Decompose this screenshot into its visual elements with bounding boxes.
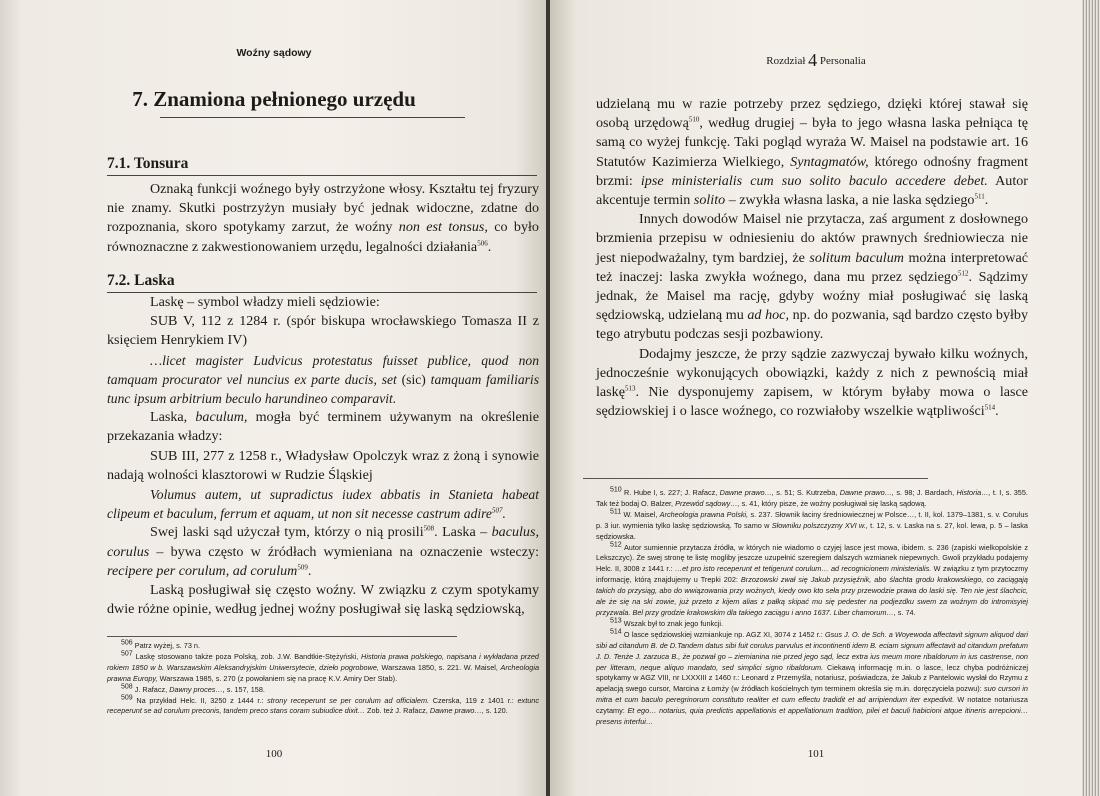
section-body-laska <box>107 293 539 619</box>
footnotes-right <box>596 488 1028 728</box>
footnote-ref: 511 <box>974 192 985 201</box>
paragraph: Oznaką funkcji woźnego były ostrzyżone włosy. Kształtu tej fryzury nie znamy. Skutki postrzyżyn musiały być jednak widoczne, zdatne do rozpoznania, skoro spotykamy zarzut, że woźny non est tonsus, co było równoznaczne z zakwestionowaniem urzędu, legalności działania$^{506}$. <box>107 181 539 255</box>
footnote: $^{508}$ J. Rafacz, Dawny proces…, s. 157, 158. <box>121 683 265 694</box>
right-body <box>596 95 1028 421</box>
page-number-right: 101 <box>807 748 825 760</box>
footnote: $^{513}$ Wszak był to znak jego funkcji. <box>610 617 724 628</box>
footnote: $^{509}$ Na przykład Helc. II, 3250 z 1444 r.: strony receperunt se per corulum ad officialem. Czerska, 119 z 1401 r.: extunc receperunt se ad corulum preconis, tandem preco stans coram subiudice dixit… Zob. też J. Rafacz, Dawne prawo…, s. 120. <box>107 694 539 716</box>
section-heading-tonsura: 7.1. Tonsura <box>107 155 189 172</box>
paragraph: Laską posługiwał się często woźny. W związku z czym spotykamy dwie różne opinie, według jednej woźny posługiwał się laską sędziowską, <box>107 582 539 618</box>
paragraph: udzielaną mu w razie potrzeby przez sędziego, dzięki której stawał się osobą urzędową$^{510}$, według drugiej – była to jego własna laska pełniąca tę samą co wyżej funkcję. Taki pogląd wyraża W. Maisel na podstawie art. 16 Statutów Kazimierza Wielkiego, Syntagmatów, którego odnośny fragment brzmi: ipse ministerialis cum suo solito baculo accedere debet. Autor akcentuje termin solito – zwykła własna laska, a nie laska sędziego$^{511}$. <box>596 96 1028 209</box>
book-page-edges <box>1082 0 1100 796</box>
section-heading-laska: 7.2. Laska <box>107 272 175 289</box>
section-body-tonsura <box>107 180 539 257</box>
latin-quote: Volumus autem, ut supradictus iudex abbatis in Stanieta habeat clipeum et baculum, ferrum et aquam, ut non sit necesse castrum adire$^{507}$. <box>107 487 539 522</box>
paragraph: Laska, baculum, mogła być terminem używanym na określenie przekazania władzy: <box>107 409 539 445</box>
footnote: $^{514}$ O lasce sędziowskiej wzmiankuje np. AGZ XI, 3074 z 1452 r.: Gsus J. O. de Sch. a Woyewoda affectavit signum aliquod dari sibi ad citandum B. de D.Tandem datus sibi fuit corulus parvulus et incontinenti idem B. eciam signum affectavit ad citandum prefatum J. D. Tenże J. zarzuca B., że pozwał go – ziemianina nie przed jego sąd, lecz extra ius meum more ribaldorum in ius castrense, non per litteram, neque aliquo mandato, sed simplici signo ribaldorum. Ciekawą informację m.in. o lasce, lecz chyba podróżniczej spotykamy w AGZ VIII, nr LXXXIII z 1460 r.: Leonard z Przemyśla, notariusz, poświadcza, że Jakub z Pantelowic wysłał do Rzymu z apelacją swego cursor, Marcina z Łomży (w źródłach kościelnych tym terminem określa się m.in. doręczyciela pozwu): suo cursori in mitra et cum baculo peregrinorum constituto realiter et cum effectu tradidit et ad arripiendum iter expedivit. W notatce notariusza czytamy: Et ego… notarius, quia predictis appellationis et appellationum tradition, pilei et baculi habicioni atque itineris arrepcioni… presens interfui… <box>596 628 1029 727</box>
paragraph: SUB III, 277 z 1258 r., Władysław Opolczyk wraz z żoną i synowie nadają wolności klasztorowi w Rudzie Śląskiej <box>107 447 539 483</box>
right-page <box>550 0 1082 796</box>
footnote: $^{511}$ W. Maisel, Archeologia prawna Polski, s. 237. Słownik łaciny średniowiecznej w Polsce…, t. II, kol. 1379–1381, s. v. Corulus p. 3 iur. wymienia tylko laskę sędziowską. To samo w Słowniku polszczyzny XVI w., t. 12, s. v. Laska na s. 27, kol. lewa, p. 5 – laska sędziowska. <box>596 508 1029 541</box>
footnotes-left <box>107 641 539 717</box>
footnote-ref: 512 <box>957 269 969 278</box>
page-number-left: 100 <box>265 748 283 760</box>
chapter-title: 7. Znamiona pełnionego urzędu <box>132 87 416 111</box>
paragraph: Laskę – symbol władzy mieli sędziowie: <box>150 294 380 310</box>
footnote: $^{512}$ Autor sumiennie przytacza źródła, w których nie wiadomo o czyjej lasce jest mowa, ibidem. s. 236 (zapiski wielkopolskie z Lekszczyc). Że swej stronę te listę mogliby jeszcze uzupełnić szeregiem dalszych wzmianek niepewnych. Gwoli przykładu podajemy Helc. II, 3008 z 1441 r.: …et pro isto receperunt et tetigerunt corulum… ad recognicionem ministerialis. W związku z tym przytoczmy informację, którą znajdujemy u Trepki 202: Brzozowski zwał się Jakub przysięźnik, abo ślachta grodu krakowskiego, co zaciągają takich do przysiąg, abo do wwiązowania przy woźnych, kiedy owo kto seła przy przewodzie prawa do laski się. Ten nie jest ślachcic, ale że się na ski zowie, już przeto z kijem alias z pałką skipać mu się pedester na podjezdku swem za woźnym do intromisyiej przyzwala. Bel przy grodzie krakowskim dla takiego zaciągu i anno 1637. Liber chamorum…, s. 74. <box>596 541 1029 617</box>
footnote: $^{507}$ Laskę stosowano także poza Polską, zob. J.W. Bandtkie-Stężyński, Historia prawa polskiego, napisana i wykładana przed rokiem 1850 w b. Warszawskim Aleksandryjskim Uniwersytecie, dzieło pogrobowe, Warszawa 1850, s. 221. W. Maisel, Archeologia prawna Europy, Warszawa 1985, s. 270 (z powołaniem się na pracę K.V. Amiry Der Stab). <box>107 650 540 683</box>
footnote-separator <box>107 636 457 637</box>
paragraph: Swej laski sąd użyczał tym, którzy o nią prosili$^{508}$. Laska – baculus, corulus – bywa często w źródłach wymieniana na oznaczenie wsteczy: recipere per corulum, ad corulum$^{509}$. <box>107 524 540 579</box>
footnote: $^{506}$ Patrz wyżej, s. 73 n. <box>121 639 201 650</box>
section-rule-tonsura <box>107 175 537 176</box>
footnote-ref: 510 <box>688 115 700 124</box>
paragraph: Innych dowodów Maisel nie przytacza, zaś argument z dosłownego brzmienia przepisu w odniesieniu do aktów prawnych średniowiecza nie jest niepodważalny, tym bardziej, że solitum baculum można interpretować też inaczej: laska zwykła woźnego, dana mu przez sędziego$^{512}$. Sądzimy jednak, że Maisel ma rację, gdyby woźny miał posługiwać się laską sędziowską, udzielaną mu ad hoc, np. do pozwania, sąd bardzo często byłby tego atrybutu podczas sesji pozbawiony. <box>596 211 1028 343</box>
chapter-title-rule <box>160 117 465 118</box>
footnote-ref: 507 <box>491 506 503 515</box>
footnote-ref: 508 <box>423 524 435 533</box>
running-head-right: Rozdział 4 Personalia <box>766 50 866 70</box>
paragraph: SUB V, 112 z 1284 r. (spór biskupa wrocławskiego Tomasza II z księciem Henrykiem IV) <box>107 313 539 349</box>
paragraph: Dodajmy jeszcze, że przy sądzie zazwyczaj bywało kilku woźnych, jednocześnie wykonujących obowiązki, każdy z nich z pewnością miał laskę$^{513}$. Nie dysponujemy zapisem, w którym byłaby mowa o lasce sędziowskiej i o lasce woźnego, co rozwiałoby wszelkie wątpliwości$^{514}$. <box>596 345 1028 420</box>
footnote-ref: 506 <box>477 238 488 247</box>
left-page <box>0 0 548 796</box>
footnote: $^{510}$ R. Hube I, s. 227; J. Rafacz, Dawne prawo…, s. 51; S. Kutrzeba, Dawne prawo…, s. 98; J. Bardach, Historia…, t. I, s. 355. Tak też bodaj O. Balzer, Przewód sądowy…, s. 41, który pisze, że woźny posługiwał się laską sądową. <box>596 486 1028 508</box>
latin-quote: …licet magister Ludvicus protestatus fuisset publice, quod non tamquam procurator vel nuncius ex parte ducis, set (sic) tamquam familiaris tunc ipsum arbitrium beculo harundineo comparavit. <box>107 352 539 407</box>
footnote-ref: 514 <box>984 403 996 412</box>
running-head-left: Woźny sądowy <box>236 47 312 59</box>
footnote-separator <box>583 478 928 479</box>
footnote-ref: 509 <box>297 563 308 572</box>
footnote-ref: 513 <box>624 384 636 393</box>
